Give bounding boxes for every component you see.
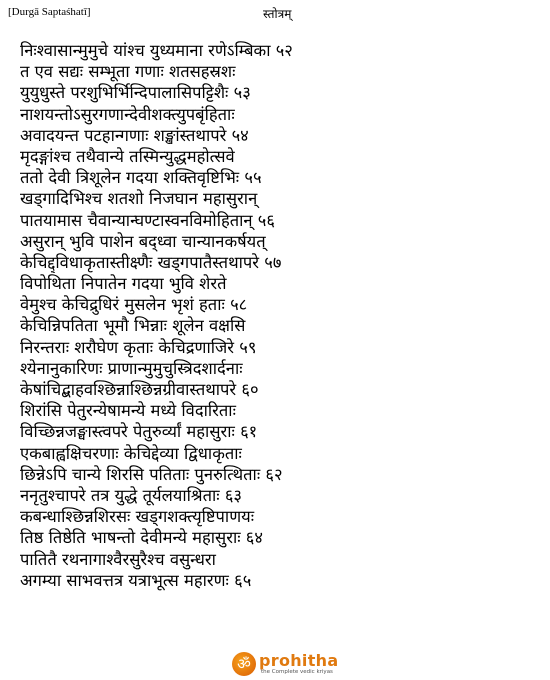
logo-wordmark: prohitha: [259, 651, 339, 670]
prohitha-logo: [232, 652, 342, 678]
verse-line: श्येनानुकारिणः प्राणान्मुमुचुस्त्रिदशार्दनाः: [20, 358, 243, 378]
verse-line: ननृतुश्चापरे तत्र युद्धे तूर्यलयाश्रिताः ६३: [20, 485, 242, 505]
verse-line: केचिन्निपतिता भूमौ भिन्नाः शूलेन वक्षसि: [20, 316, 246, 336]
verse-line: एकबाह्वक्षिचरणाः केचिद्देव्या द्विधाकृताः: [20, 443, 242, 463]
verse-list: [20, 40, 536, 591]
verse-line: पातयामास चैवान्यान्घण्टास्वनविमोहितान् ५६: [20, 210, 275, 230]
verse-line: निरन्तराः शरौघेण कृताः केचिद्रणाजिरे ५९: [20, 337, 257, 357]
verse-line: केचिद्द्विधाकृतास्तीक्ष्णैः खड्गपातैस्तथापरे ५७: [20, 252, 282, 272]
page-header: [8, 6, 542, 22]
om-icon: ॐ: [232, 652, 256, 676]
verse-line: मृदङ्गांश्च तथैवान्ये तस्मिन्युद्धमहोत्सवे: [20, 146, 235, 166]
section-title: स्तोत्रम्: [263, 7, 292, 21]
logo-tagline: the Complete vedic kriyas: [261, 669, 333, 675]
verse-line: छिन्नेऽपि चान्ये शिरसि पतिताः पुनरुत्थिताः ६२: [20, 464, 283, 484]
verse-line: कबन्धाश्छिन्नशिरसः खड्गशक्त्यृष्टिपाणयः: [20, 507, 255, 527]
verse-line: असुरान् भुवि पाशेन बद्ध्वा चान्यानकर्षयत्: [20, 231, 266, 251]
verse-line: खड्गादिभिश्च शतशो निजघान महासुरान्: [20, 189, 258, 209]
verse-line: तिष्ठ तिष्ठेति भाषन्तो देवीमन्ये महासुराः ६४: [20, 528, 263, 548]
verse-line: अगम्या साभवत्तत्र यत्राभूत्स महारणः ६५: [20, 570, 252, 590]
verse-line: नाशयन्तोऽसुरगणान्देवीशक्त्युपबृंहिताः: [20, 104, 235, 124]
verse-line: विच्छिन्नजङ्घास्त्वपरे पेतुरुर्व्यां महासुराः ६१: [20, 422, 258, 442]
verse-line: शिरांसि पेतुरन्येषामन्ये मध्ये विदारिताः: [20, 401, 236, 421]
verse-line: निःश्वासान्मुमुचे यांश्च युध्यमाना रणेऽम्बिका ५२: [20, 41, 293, 60]
verse-line: पातितै रथनागाश्वैरसुरैश्च वसुन्धरा: [20, 549, 216, 569]
verse-line: युयुधुस्ते परशुभिर्भिन्दिपालासिपट्टिशैः ५३: [20, 83, 251, 103]
verse-line: वेमुश्च केचिद्रुधिरं मुसलेन भृशं हताः ५८: [20, 295, 248, 315]
verse-line: ततो देवी त्रिशूलेन गदया शक्तिवृष्टिभिः ५५: [20, 168, 262, 188]
verse-line: केषांचिद्बाहवश्छिन्नाश्छिन्नग्रीवास्तथापरे ६०: [20, 380, 259, 399]
verse-line: विपोथिता निपातेन गदया भुवि शेरते: [20, 274, 227, 294]
verse-line: अवादयन्त पटहान्गणाः शङ्खांस्तथापरे ५४: [20, 125, 249, 145]
verse-line: त एव सद्यः सम्भूता गणाः शतसहस्रशः: [20, 62, 236, 82]
book-title: [Durgā Saptaśhatī]: [8, 6, 91, 18]
